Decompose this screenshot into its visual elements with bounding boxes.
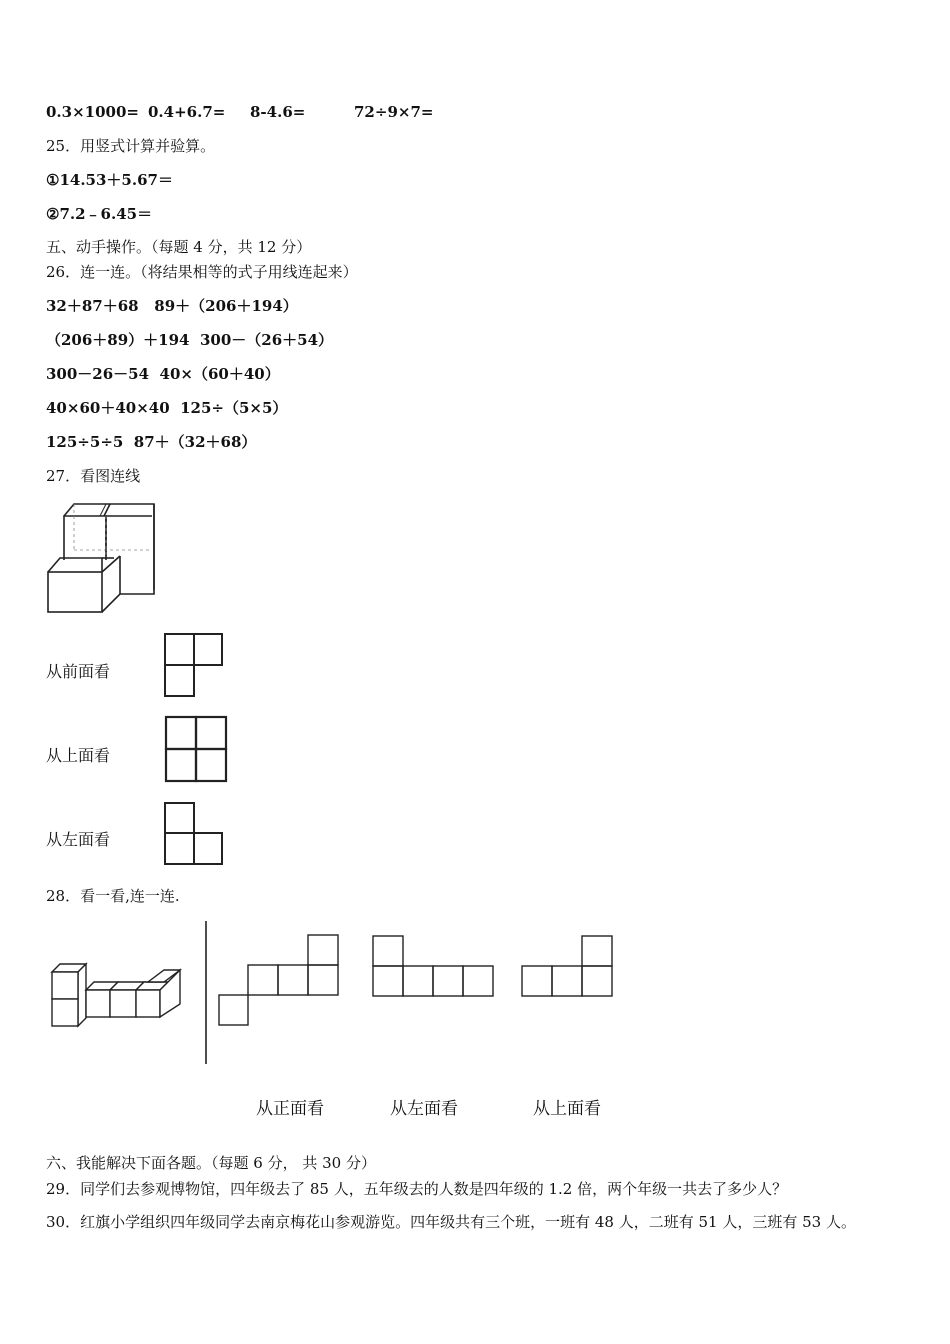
q29-text: 29．同学们去参观博物馆，四年级去了 85 人，五年级去的人数是四年级的 1.2 倍，两个年级一共去了多少人？ — [46, 1180, 788, 1198]
q30-text: 30．红旗小学组织四年级同学去南京梅花山参观游览。四年级共有三个班，一班有 48 人，二班有 51 人，三班有 53 人。 — [46, 1213, 856, 1231]
q25-item-1: ①14.53＋5.67＝ — [46, 171, 173, 189]
q26-row-3 — [46, 364, 280, 384]
q28-view-front-label: 从正面看 — [256, 1099, 324, 1119]
q28-divider — [200, 920, 210, 1066]
q27-view-left-label: 从左面看 — [46, 830, 111, 849]
q27-title: 27．看图连线 — [46, 467, 141, 485]
q26-row-2 — [46, 330, 333, 350]
q26-left: （206＋89）＋194 — [46, 331, 190, 349]
q26-left: 125÷5÷5 — [46, 433, 124, 451]
q26-right: 125÷（5×5） — [180, 399, 288, 417]
calc-row — [46, 102, 433, 122]
q26-left: 32＋87＋68 — [46, 297, 139, 315]
q27-view-left-shape — [164, 801, 224, 867]
calc-item: 8-4.6= — [250, 103, 306, 121]
q26-right: 40×（60＋40） — [159, 365, 280, 383]
q26-row-1 — [46, 296, 298, 316]
q27-view-front-label: 从前面看 — [46, 662, 111, 681]
q28-view-top-label: 从上面看 — [533, 1099, 601, 1119]
calc-item: 0.4+6.7= — [148, 103, 226, 121]
q26-right: 300－（26＋54） — [199, 331, 334, 349]
q27-view-front-shape — [164, 632, 224, 698]
q28-view-left-label: 从左面看 — [390, 1099, 458, 1119]
q28-shape-3 — [521, 935, 615, 998]
q28-title: 28．看一看,连一连. — [46, 887, 180, 905]
q28-cube-figure — [48, 962, 184, 1030]
q26-left: 300－26－54 — [46, 365, 150, 383]
q27-view-top-shape — [164, 715, 228, 783]
q25-item-2: ②7.2﹣6.45＝ — [46, 205, 153, 223]
q26-row-5 — [46, 432, 256, 452]
q26-right: 87＋（32＋68） — [133, 433, 257, 451]
section6-title: 六、我能解决下面各题。（每题 6 分， 共 30 分） — [46, 1154, 376, 1172]
calc-item: 72÷9×7= — [354, 103, 434, 121]
q26-left: 40×60＋40×40 — [46, 399, 170, 417]
section5-title: 五、动手操作。（每题 4 分，共 12 分） — [46, 238, 312, 256]
q28-shape-2 — [372, 935, 496, 998]
q26-right: 89＋（206＋194） — [154, 297, 298, 315]
q27-view-top-label: 从上面看 — [46, 746, 111, 765]
q27-cube-figure — [44, 500, 156, 616]
q25-title: 25．用竖式计算并验算。 — [46, 137, 216, 155]
q26-title: 26．连一连。（将结果相等的式子用线连起来） — [46, 263, 358, 281]
q26-row-4 — [46, 398, 287, 418]
q28-shape-1 — [218, 934, 340, 1027]
calc-item: 0.3×1000= — [46, 103, 139, 121]
